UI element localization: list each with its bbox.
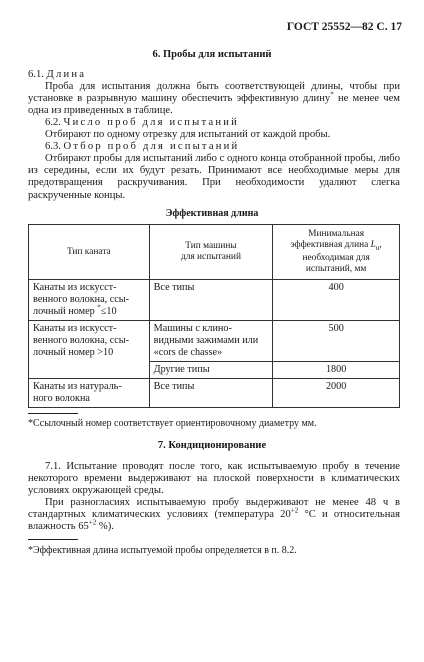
cell-machine-type: Другие типы — [149, 362, 273, 379]
cell-machine-type: Машины с клино- видными зажимами или «cors de chasse» — [149, 321, 273, 362]
cell-rope-type: Канаты из искусст- венного волокна, ссы- лочный номер >10 — [29, 321, 150, 379]
page-header: ГОСТ 25552—82 С. 17 — [286, 21, 402, 33]
section-7-title: 7. Кондиционирование — [157, 440, 267, 451]
section-6-title: 6. Пробы для испытаний — [152, 49, 272, 60]
table-footnote: *Ссылочный номер соответствует ориентировочному диаметру мм. — [28, 418, 317, 429]
table-row — [29, 280, 400, 321]
table-title: Эффективная длина — [165, 208, 259, 219]
header-min-length: Минимальная эффективная длина $L_u$, необходимая для испытаний, мм — [273, 225, 400, 280]
effective-length-table — [28, 224, 400, 408]
table-row — [29, 321, 400, 362]
page-footnote: *Эффективная длина испытуемой пробы определяется в п. 8.2. — [28, 545, 297, 556]
clause-6-1-heading: 6.1. Длина — [28, 69, 87, 80]
clause-7-1-dispute-text: При разногласиях испытываемую пробу выдерживают не менее 48 ч в стандартных климатических условиях (температура $20^{+2}$ °С и относительная влажность $65^{+2}$ %). — [28, 497, 401, 533]
clause-6-2-heading: 6.2. Число проб для испытаний — [45, 117, 239, 128]
cell-length: 500 — [273, 321, 400, 362]
clause-6-3-heading: 6.3. Отбор проб для испытаний — [45, 141, 240, 152]
footnote-divider — [28, 539, 78, 540]
clause-6-2-text: Отбирают по одному отрезку для испытаний от каждой пробы. — [45, 129, 331, 140]
table-header-row — [29, 225, 400, 280]
clause-7-1-text: 7.1. Испытание проводят после того, как испытываемую пробу в течение некоторого времени выдерживают на плоской поверхности в климатических условиях окружающей среды. — [28, 461, 400, 497]
cell-rope-type: Канаты из искусст- венного волокна, ссы- лочный номер *≤10 — [29, 280, 150, 321]
cell-machine-type: Все типы — [149, 379, 273, 408]
footnote-divider — [28, 413, 78, 414]
clause-6-3-text: Отбирают пробы для испытаний либо с одного конца отобранной пробы, либо из середины, если их будут резать. Принимают все необходимые меры для предотвращения раскручивания. При необходимости удаляют слегка раскрученные концы. — [28, 153, 400, 201]
cell-length: 2000 — [273, 379, 400, 408]
clause-6-1-text: Проба для испытания должна быть соответствующей длины, чтобы при установке в разрывную машину обеспечить эффективную длину* не менее чем одна из приведенных в таблице. — [28, 81, 401, 117]
cell-machine-type: Все типы — [149, 280, 273, 321]
cell-rope-type: Канаты из натураль- ного волокна — [29, 379, 150, 408]
header-rope-type: Тип каната — [29, 225, 150, 280]
cell-length: 1800 — [273, 362, 400, 379]
header-machine-type: Тип машины для испытаний — [149, 225, 273, 280]
table-row — [29, 379, 400, 408]
cell-length: 400 — [273, 280, 400, 321]
